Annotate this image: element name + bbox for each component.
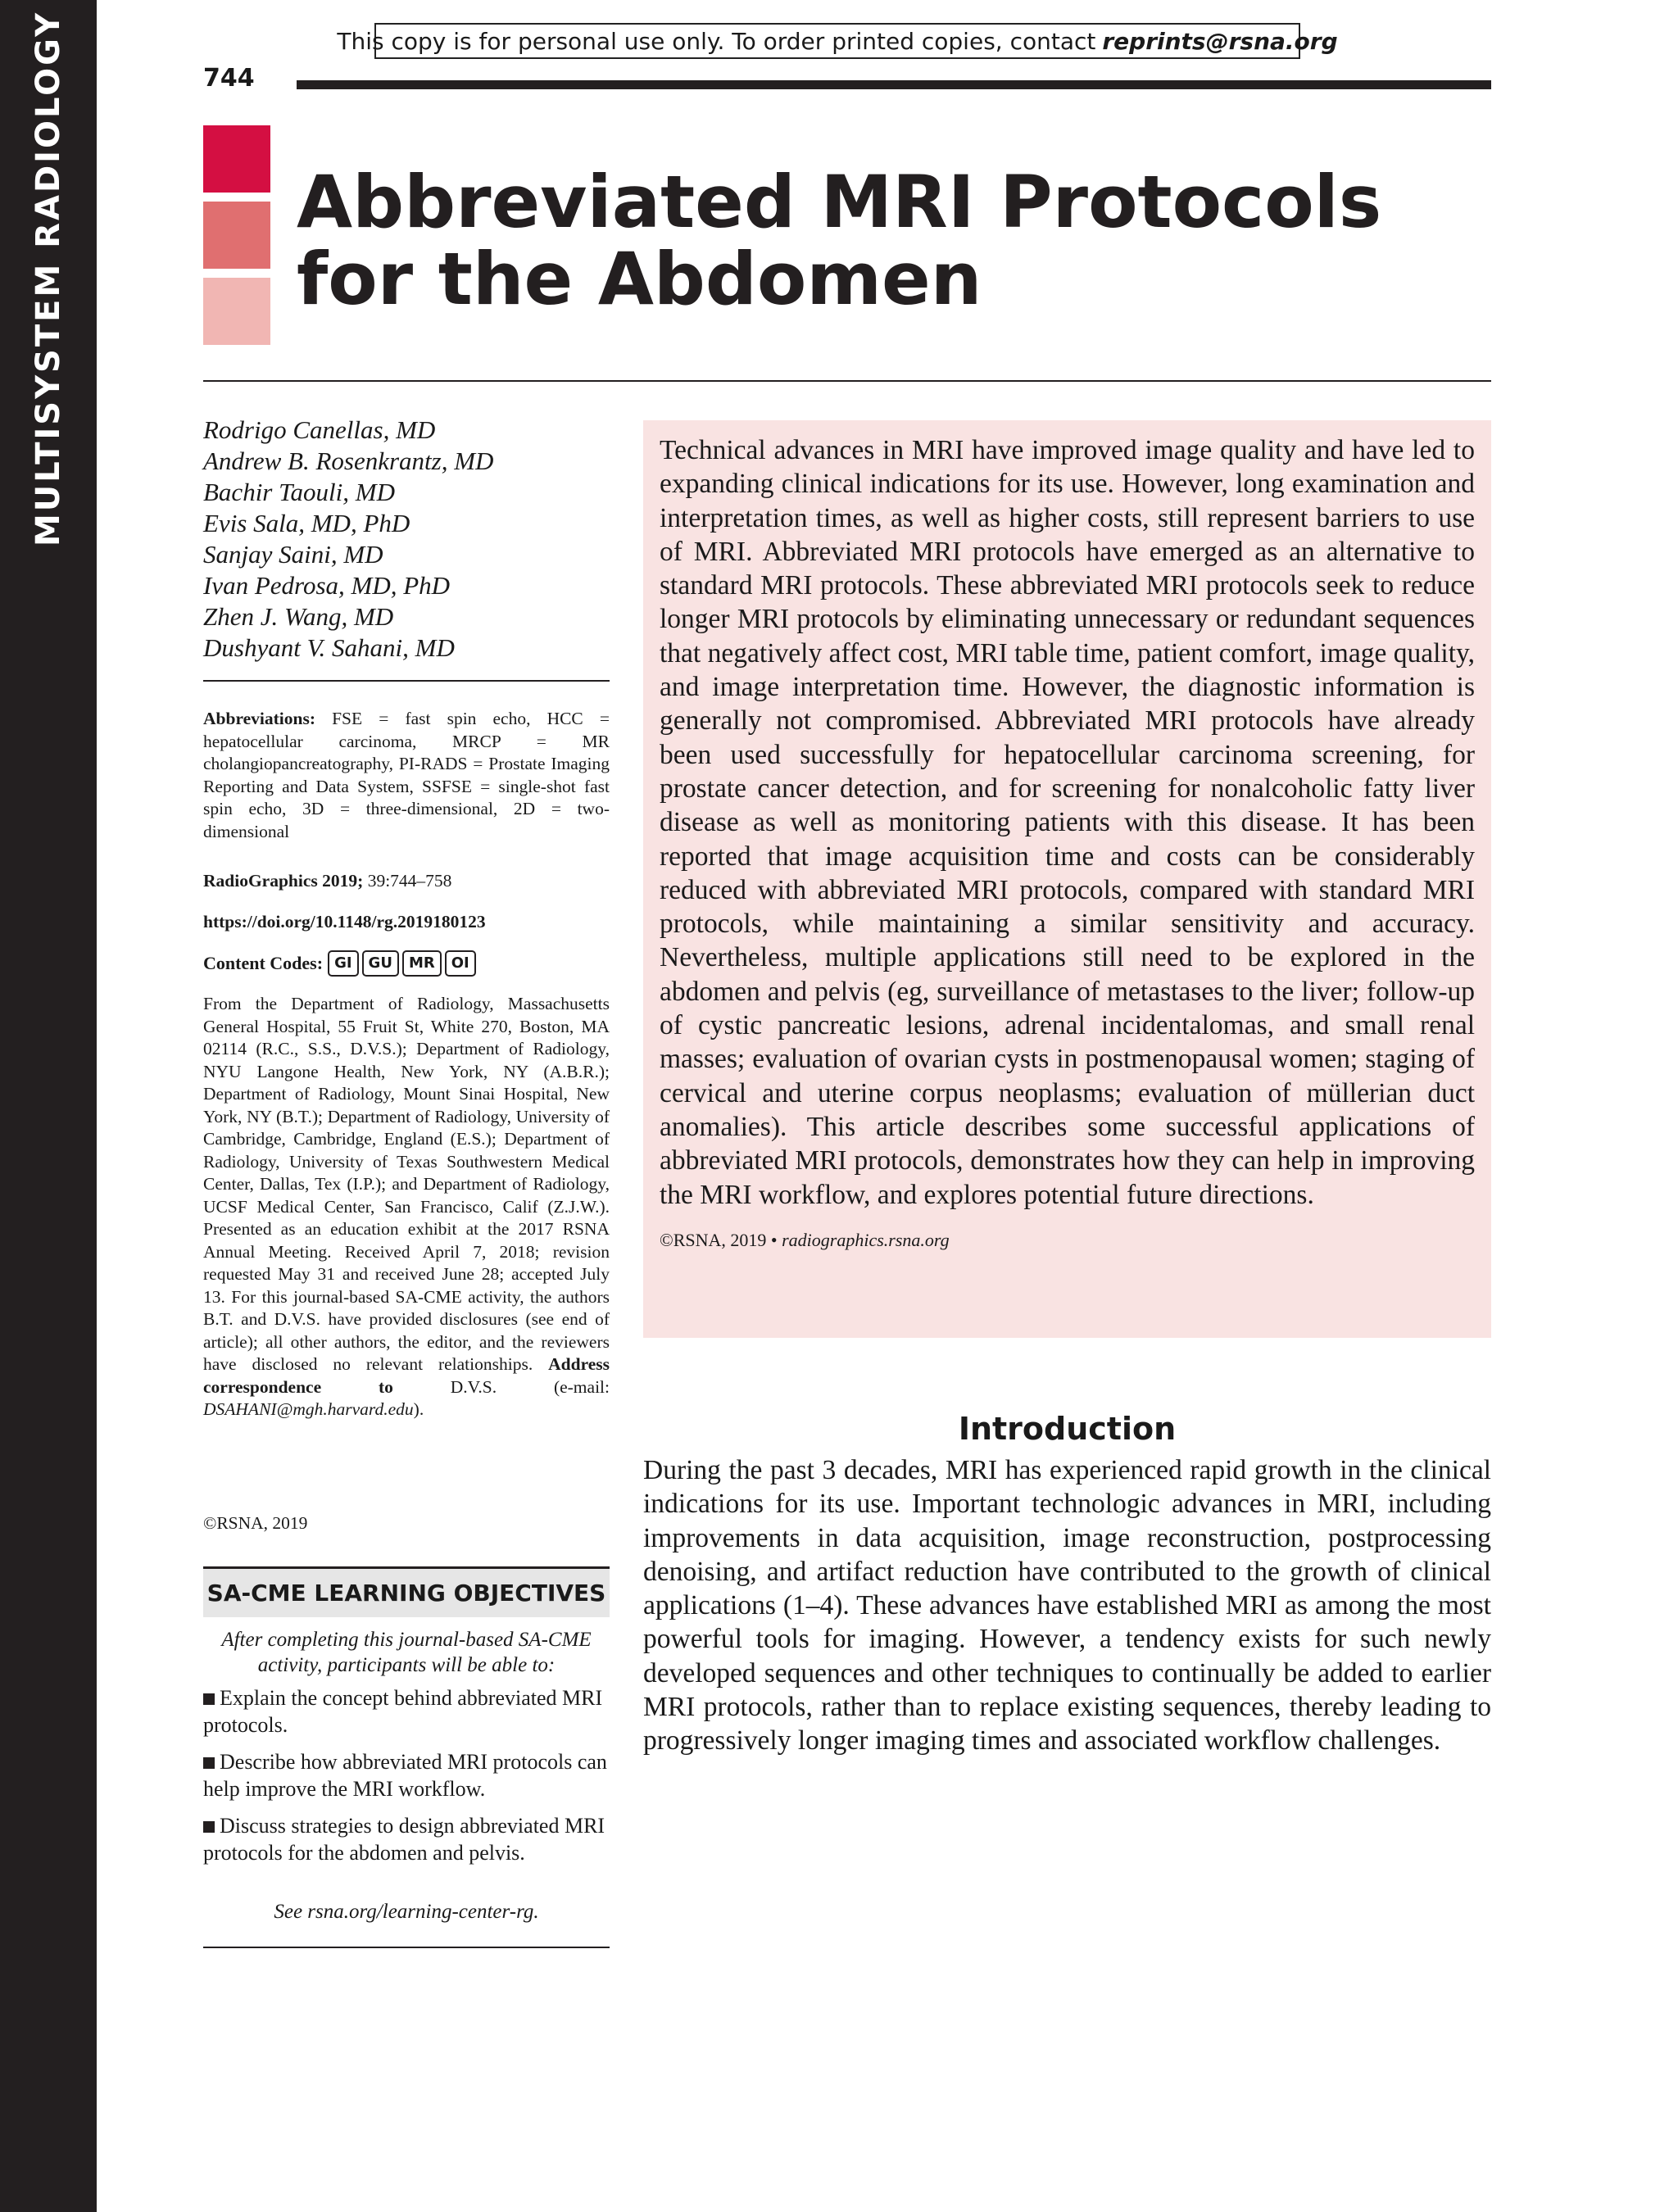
- affiliation-text: From the Department of Radiology, Massachusetts General Hospital, 55 Fruit St, White 270, Boston, MA 02114 (R.C., S.S., D.V.S.); Department of Radiology, NYU Langone Health, New York, NY (A.B.R.); Department of Radiology, Mount Sinai Hospital, New York, NY (B.T.); Department of Radiology, University of Cambridge, Cambridge, England (E.S.); Department of Radiology, University of Texas Southwestern Medical Center, Dallas, Tex (I.P.); and Department of Radiology, UCSF Medical Center, San Francisco, Calif (Z.J.W.). Presented as an education exhibit at the 2017 RSNA Annual Meeting. Received April 7, 2018; revision requested May 31 and received June 28; accepted July 13. For this journal-based SA-CME activity, the authors B.T. and D.V.S. have provided disclosures (see end of article); all other authors, the editor, and the reviewers have disclosed no relevant relationships.: [203, 994, 610, 1374]
- authors-rule: [203, 680, 610, 682]
- doi-link[interactable]: https://doi.org/10.1148/rg.2019180123: [203, 912, 486, 931]
- author-name: Zhen J. Wang, MD: [203, 602, 394, 631]
- affiliation-note: [203, 993, 610, 1421]
- objectives-heading: SA-CME LEARNING OBJECTIVES: [203, 1566, 610, 1617]
- correspondence-email[interactable]: DSAHANI@mgh.harvard.edu: [203, 1399, 414, 1419]
- abbreviations: [203, 708, 610, 843]
- address-label: Address correspondence to: [203, 1354, 610, 1397]
- article-title: [297, 160, 1485, 321]
- author-name: Dushyant V. Sahani, MD: [203, 633, 455, 662]
- color-block-dark: [203, 125, 270, 193]
- content-code-chip: GI: [328, 950, 358, 977]
- reprint-email-link[interactable]: reprints@rsna.org: [1102, 27, 1338, 55]
- citation: [203, 870, 610, 893]
- page-number: 744: [203, 64, 255, 93]
- objective-item: [203, 1748, 610, 1802]
- abbreviations-text: FSE = fast spin echo, HCC = hepatocellular carcinoma, MRCP = MR cholangiopancreatography, PI-RADS = Prostate Imaging Reporting and Data System, SSFSE = single-shot fast spin echo, 3D = three-dimensional, 2D = two-dimensional: [203, 709, 610, 841]
- objective-text: Explain the concept behind abbreviated MRI protocols.: [203, 1686, 603, 1737]
- content-codes-label: Content Codes:: [203, 953, 324, 973]
- introduction-body: During the past 3 decades, MRI has experienced rapid growth in the clinical indications for its use. Important technologic advances in MRI, including improvements in data acquisition, image reconstruction, postprocessing denoising, and artifact reduction have contributed to the growth of clinical applications (1–4). These advances have established MRI as among the most powerful tools for imaging. However, a tendency exists for such newly developed sequences and other techniques to continually be added to earlier MRI protocols, rather than to replace existing sequences, thereby leading to progressively longer imaging times and associated workflow challenges.: [643, 1455, 1491, 1756]
- author-list: [203, 415, 613, 664]
- content-code-chip: GU: [362, 950, 399, 977]
- author-name: Rodrigo Canellas, MD: [203, 415, 436, 444]
- learning-center-link[interactable]: See rsna.org/learning-center-rg.: [274, 1901, 539, 1923]
- content-code-chip: MR: [402, 950, 442, 977]
- section-label: [0, 0, 97, 557]
- abstract-box: [643, 420, 1491, 1338]
- square-bullet-icon: [203, 1693, 215, 1705]
- square-bullet-icon: [203, 1757, 215, 1769]
- title-rule: [203, 380, 1491, 382]
- address-close: ).: [413, 1399, 424, 1419]
- color-block-light: [203, 278, 270, 345]
- reprint-notice-text: This copy is for personal use only. To order printed copies, contact: [337, 27, 1096, 55]
- citation-journal: RadioGraphics 2019;: [203, 871, 364, 891]
- author-name: Andrew B. Rosenkrantz, MD: [203, 446, 494, 475]
- content-codes: [203, 950, 610, 977]
- journal-site-link[interactable]: radiographics.rsna.org: [782, 1229, 950, 1250]
- author-name: Ivan Pedrosa, MD, PhD: [203, 571, 451, 600]
- article-title-line-1: Abbreviated MRI Protocols: [297, 160, 1382, 244]
- objective-item: [203, 1812, 610, 1866]
- copyright-note: ©RSNA, 2019: [203, 1513, 308, 1533]
- reprint-notice: [337, 23, 1338, 59]
- abstract-footer: [660, 1230, 1475, 1251]
- objective-text: Discuss strategies to design abbreviated MRI protocols for the abdomen and pelvis.: [203, 1814, 605, 1865]
- article-title-line-2: for the Abdomen: [297, 237, 982, 321]
- objectives-intro: After completing this journal-based SA-CME activity, participants will be able to:: [221, 1629, 592, 1676]
- author-name: Sanjay Saini, MD: [203, 540, 383, 569]
- citation-ref: 39:744–758: [367, 871, 452, 891]
- header-rule: [297, 80, 1491, 89]
- author-name: Evis Sala, MD, PhD: [203, 509, 410, 537]
- author-name: Bachir Taouli, MD: [203, 478, 395, 506]
- objectives-rule: [203, 1947, 610, 1948]
- color-block-medium: [203, 202, 270, 269]
- introduction-heading: Introduction: [958, 1411, 1177, 1447]
- abstract-copyright: ©RSNA, 2019 •: [660, 1229, 778, 1250]
- objective-item: [203, 1684, 610, 1738]
- abstract-text: Technical advances in MRI have improved image quality and have led to expanding clinical indications for its use. However, long examination and interpretation times, as well as higher costs, still represent barriers to use of MRI. Abbreviated MRI protocols have emerged as an alternative to standard MRI protocols. These abbreviated MRI protocols seek to reduce longer MRI protocols by eliminating unnecessary or redundant sequences that negatively affect cost, MRI table time, patient comfort, image quality, and image interpretation time. However, the diagnostic information is generally not compromised. Abbreviated MRI protocols have already been used successfully for hepatocellular carcinoma screening, for prostate cancer detection, and for screening for nonalcoholic fatty liver disease as well as monitoring patients with this disease. It has been reported that image acquisition time and costs can be considerably reduced with abbreviated MRI protocols, compared with standard MRI protocols, while maintaining a similar sensitivity and accuracy. Nevertheless, multiple applications still need to be explored in the abdomen and pelvis (eg, surveillance of metastases to the liver; follow-up of cystic pancreatic lesions, adrenal incidentalomas, and small renal masses; evaluation of ovarian cysts in postmenopausal women; staging of cervical and uterine corpus neoplasms; evaluation of müllerian duct anomalies). This article describes some successful applications of abbreviated MRI protocols, demonstrates how they can help in improving the MRI workflow, and explores potential future directions.: [660, 435, 1475, 1210]
- abbreviations-label: Abbreviations:: [203, 709, 315, 728]
- section-label-text: MULTISYSTEM RADIOLOGY: [29, 10, 67, 547]
- address-text: D.V.S. (e-mail:: [450, 1376, 610, 1397]
- square-bullet-icon: [203, 1821, 215, 1833]
- content-code-chip: OI: [445, 950, 476, 977]
- objective-text: Describe how abbreviated MRI protocols can help improve the MRI workflow.: [203, 1750, 607, 1801]
